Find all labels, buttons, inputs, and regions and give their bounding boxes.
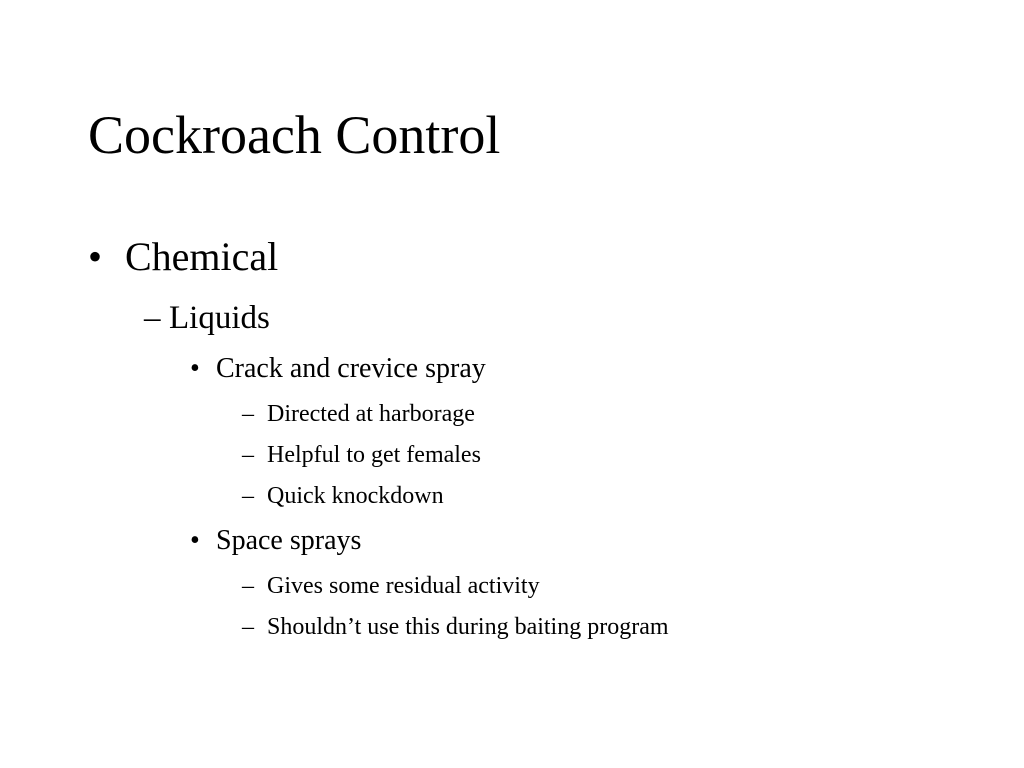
- bullet-marker: •: [190, 353, 200, 384]
- bullet-text: Crack and crevice spray: [216, 353, 486, 384]
- bullet-item-chemical: [88, 234, 278, 280]
- dash-marker: –: [242, 401, 254, 427]
- dash-marker: –: [242, 483, 254, 509]
- bullet-text: Space sprays: [216, 525, 362, 556]
- bullet-text: Gives some residual activity: [267, 573, 540, 599]
- bullet-text: Liquids: [169, 300, 270, 336]
- bullet-item-shouldnt-use-during-baiting: [242, 613, 669, 641]
- bullet-text: Quick knockdown: [267, 483, 444, 509]
- dash-marker: –: [242, 442, 254, 468]
- bullet-item-liquids: [144, 299, 270, 337]
- bullet-text: Helpful to get females: [267, 442, 481, 468]
- bullet-marker: •: [190, 525, 200, 556]
- bullet-text: Directed at harborage: [267, 401, 475, 427]
- bullet-item-quick-knockdown: [242, 482, 444, 510]
- bullet-item-space-sprays: [190, 525, 361, 557]
- bullet-text: Chemical: [125, 234, 279, 279]
- bullet-item-crack-and-crevice-spray: [190, 353, 486, 385]
- bullet-text: Shouldn’t use this during baiting program: [267, 614, 669, 640]
- dash-marker: –: [242, 573, 254, 599]
- bullet-item-helpful-to-get-females: [242, 441, 481, 469]
- bullet-item-directed-at-harborage: [242, 400, 475, 428]
- slide-title: Cockroach Control: [88, 105, 501, 165]
- dash-marker: –: [144, 300, 161, 336]
- bullet-item-gives-some-residual-activity: [242, 572, 540, 600]
- bullet-marker: •: [88, 234, 103, 279]
- dash-marker: –: [242, 614, 254, 640]
